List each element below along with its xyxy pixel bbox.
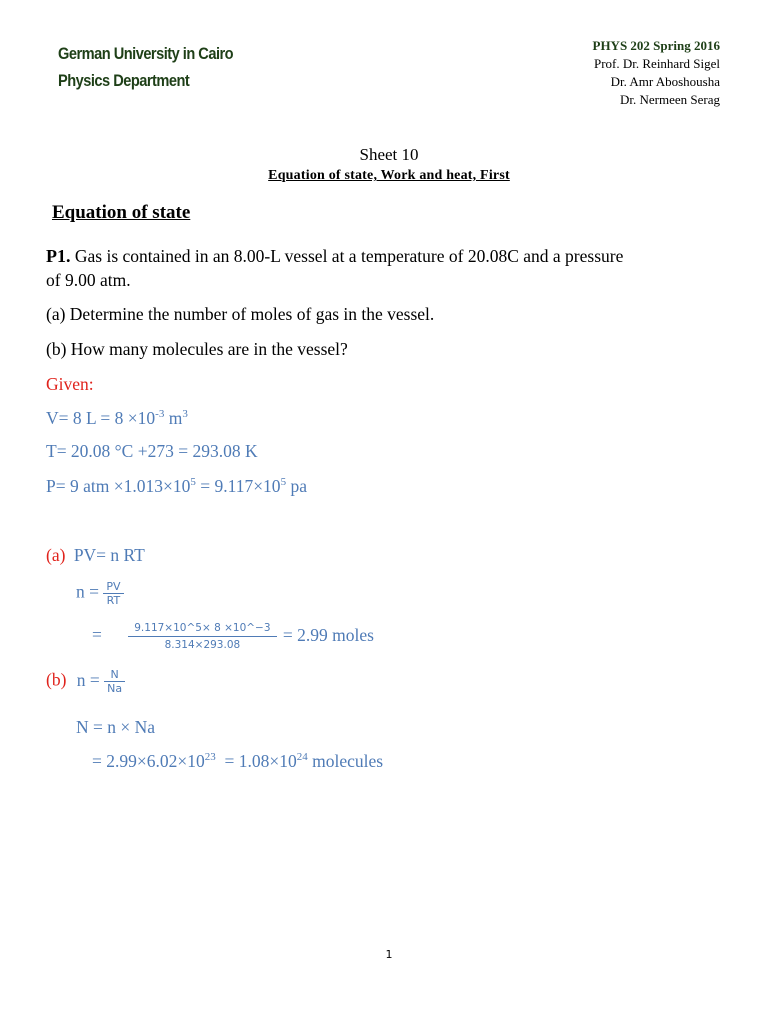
molecules-unit: molecules <box>307 751 384 771</box>
part-b-question: (b) How many molecules are in the vessel? <box>46 339 348 359</box>
n-equals: n = <box>76 581 99 602</box>
moles-calculation <box>92 622 374 651</box>
fraction-denominator: RT <box>106 594 121 607</box>
pressure-unit: pa <box>286 476 307 496</box>
department-name: Physics Department <box>58 71 190 90</box>
temperature-line: T= 20.08 °C +273 = 293.08 K <box>46 441 258 461</box>
problem-line-2: of 9.00 atm. <box>46 270 131 290</box>
ideal-gas-law: PV= n RT <box>73 545 145 565</box>
university-name: German University in Cairo <box>58 44 234 63</box>
volume-exponent: -3 <box>155 408 165 421</box>
instructor-2: Dr. Amr Aboshousha <box>610 74 720 89</box>
part-b-equation <box>46 668 125 695</box>
equals-sign: = <box>92 624 102 645</box>
section-heading: Equation of state <box>52 202 191 223</box>
n-over-na-fraction <box>104 668 125 695</box>
volume-unit-exponent: 3 <box>182 408 188 421</box>
instructor-3: Dr. Nermeen Serag <box>620 92 720 107</box>
problem-label: P1. <box>46 246 71 266</box>
volume-line <box>46 408 188 429</box>
fraction-numerator: PV <box>103 580 123 594</box>
given-label: Given: <box>46 374 94 394</box>
part-a-label: (a) <box>46 545 66 565</box>
page-number: 1 <box>385 948 393 961</box>
moles-fraction <box>128 622 276 651</box>
part-a-equation <box>46 545 145 566</box>
pressure-exponent: 5 <box>190 476 196 489</box>
pressure-line <box>46 476 307 497</box>
problem-statement <box>46 246 623 267</box>
molecules-calculation <box>92 751 383 772</box>
part-b-label: (b) <box>46 669 67 690</box>
moles-denominator: 8.314×293.08 <box>164 639 241 651</box>
sheet-subtitle: Equation of state, Work and heat, First <box>268 168 510 183</box>
instructor-1: Prof. Dr. Reinhard Sigel <box>593 56 720 71</box>
course-info <box>593 37 721 109</box>
pressure-result: = 9.117×10 <box>195 476 281 496</box>
molecules-formula: N = n × Na <box>76 717 156 737</box>
moles-numerator: 9.117×10^5× 8 ×10^−3 <box>128 622 276 637</box>
n-formula <box>76 580 124 607</box>
n-equals-b: n = <box>76 669 100 690</box>
na-denominator: Na <box>107 682 123 695</box>
problem-line-1: Gas is contained in an 8.00-L vessel at a temperature of 20.08C and a pressure <box>74 246 624 266</box>
pressure-result-exponent: 5 <box>280 476 287 489</box>
avogadro-exponent: 23 <box>204 751 216 764</box>
n-numerator: N <box>104 668 125 682</box>
volume-unit: m <box>164 408 183 428</box>
volume-text: V= 8 L = 8 ×10 <box>46 408 156 428</box>
part-a-question: (a) Determine the number of moles of gas in the vessel. <box>46 304 435 324</box>
moles-result: = 2.99 moles <box>282 624 374 645</box>
molecules-result: = 1.08×10 <box>215 751 297 771</box>
pressure-text: P= 9 atm ×1.013×10 <box>46 476 191 496</box>
molecules-text: = 2.99×6.02×10 <box>92 751 205 771</box>
course-title: PHYS 202 Spring 2016 <box>592 38 720 53</box>
pv-over-rt-fraction <box>103 580 123 607</box>
sheet-title: Sheet 10 <box>359 145 419 164</box>
result-exponent: 24 <box>296 751 308 764</box>
